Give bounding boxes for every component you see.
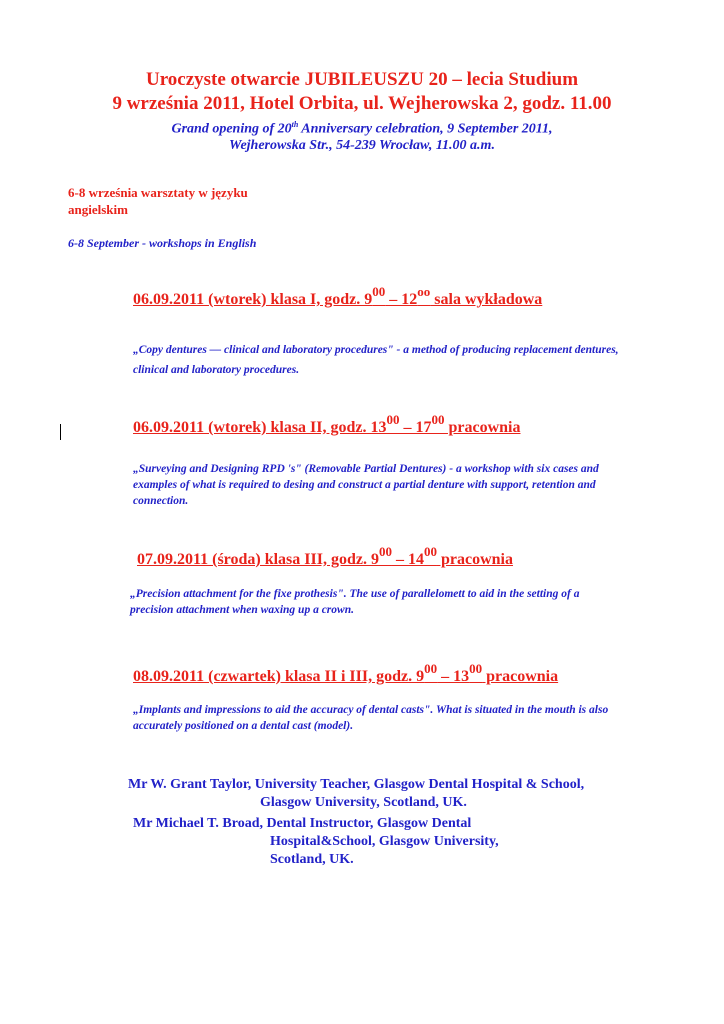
lecturer-2-line-1: Mr Michael T. Broad, Dental Instructor, Glasgow Dental	[133, 816, 472, 831]
lecturer-2-line-2: Hospital&School, Glasgow University,	[270, 834, 499, 849]
session-start-sup: 00	[386, 411, 400, 427]
english-subtitle-part-b: Anniversary celebration, 9 September 2011,	[298, 121, 553, 137]
session-place: pracownia	[482, 668, 559, 685]
session-2-heading	[133, 411, 521, 437]
session-date: 06.09.2011 (wtorek) klasa II, godz. 13	[133, 419, 387, 436]
session-end-sup: 00	[423, 543, 437, 559]
session-start-sup: 00	[378, 543, 392, 559]
text-cursor	[60, 424, 61, 440]
session-date: 07.09.2011 (środa) klasa III, godz. 9	[137, 551, 379, 568]
session-end-sup: 00	[469, 660, 483, 676]
session-date: 06.09.2011 (wtorek) klasa I, godz. 9	[133, 291, 373, 308]
english-subtitle-line-2: Wejherowska Str., 54-239 Wrocław, 11.00 a.m.	[229, 137, 495, 153]
title-line-1: Uroczyste otwarcie JUBILEUSZU 20 – lecia Studium	[145, 69, 579, 90]
session-place: pracownia	[444, 419, 521, 436]
session-end-sup: oo	[417, 283, 431, 299]
session-3-description: „Precision attachment for the fixe prothesis". The use of parallelomett to aid in the setting of a precision attachment when waxing up a crown.	[130, 588, 580, 616]
english-subtitle-part-a: Grand opening of 20	[171, 121, 292, 137]
session-1-heading	[133, 283, 543, 309]
session-2-description: „Surveying and Designing RPD 's" (Removable Partial Dentures) - a workshop with six cases and examples of what is required to desing and construct a partial denture with support, retention and connection.	[133, 463, 599, 507]
session-start-sup: 00	[424, 660, 438, 676]
session-start-sup: 00	[372, 283, 386, 299]
title-line-2: 9 września 2011, Hotel Orbita, ul. Wejherowska 2, godz. 11.00	[112, 93, 612, 114]
workshops-polish: 6-8 września warsztaty w języku angielskim	[68, 185, 248, 217]
workshops-english: 6-8 September - workshops in English	[68, 236, 257, 250]
lecturer-2-line-3: Scotland, UK.	[270, 852, 354, 867]
session-dash: – 13	[437, 668, 470, 685]
session-place: sala wykładowa	[430, 291, 543, 308]
session-4-heading	[133, 660, 559, 686]
session-dash: – 17	[399, 419, 432, 436]
session-end-sup: 00	[431, 411, 445, 427]
session-3-heading	[137, 543, 513, 569]
session-dash: – 14	[391, 551, 424, 568]
english-subtitle-sup: th	[291, 120, 299, 129]
session-date: 08.09.2011 (czwartek) klasa II i III, godz. 9	[133, 668, 425, 685]
session-place: pracownia	[436, 551, 513, 568]
session-dash: – 12	[385, 291, 418, 308]
lecturer-1-line-2: Glasgow University, Scotland, UK.	[260, 795, 467, 810]
session-1-description: „Copy dentures — clinical and laboratory procedures" - a method of producing replacement dentures, clinical and laboratory procedures.	[133, 344, 619, 376]
lecturer-1-line-1: Mr W. Grant Taylor, University Teacher, Glasgow Dental Hospital & School,	[128, 777, 585, 792]
session-4-description: „Implants and impressions to aid the accuracy of dental casts". What is situated in the mouth is also accurately positioned on a dental cast (model).	[133, 704, 609, 732]
english-subtitle	[0, 117, 724, 154]
